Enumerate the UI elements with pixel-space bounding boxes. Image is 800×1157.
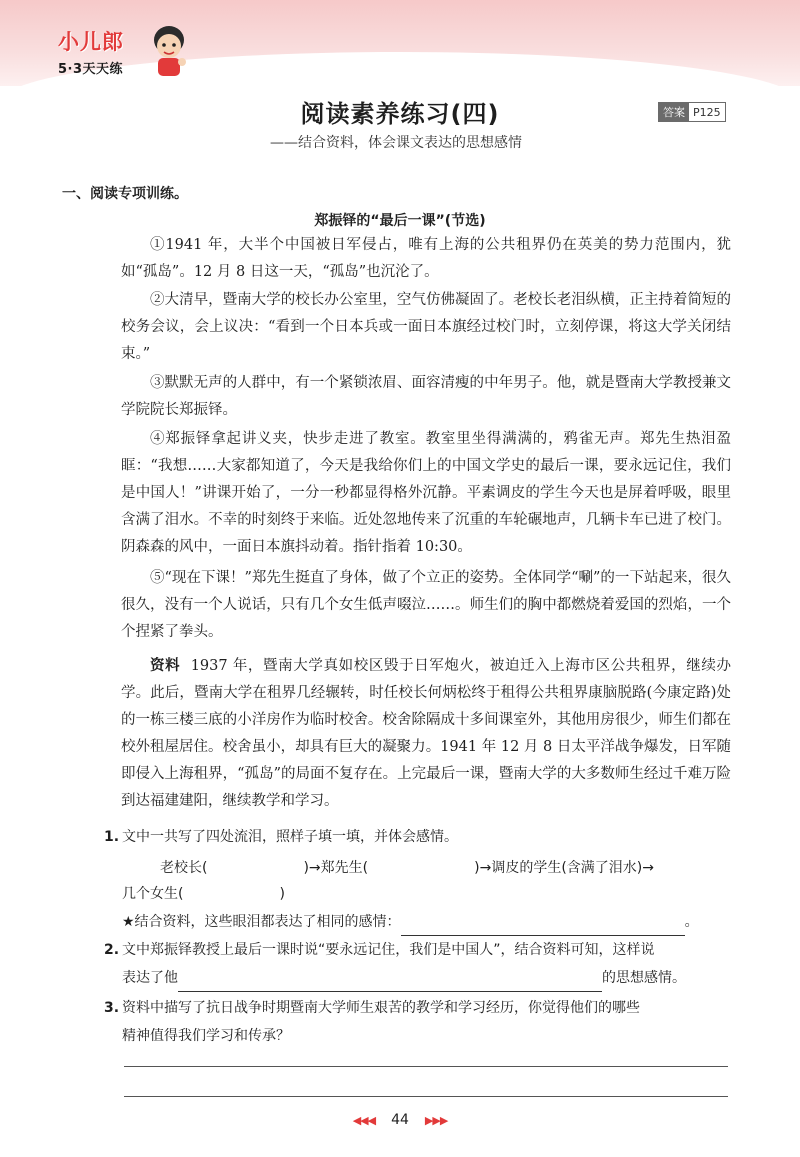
chain-old-principal: 老校长( (160, 860, 208, 876)
passage-paragraph-3: ③默默无声的人群中，有一个紧锁浓眉、面容清瘦的中年男子。他，就是暨南大学教授兼文学院院长郑振铎。 (121, 375, 731, 418)
chain-girls-end: ) (279, 886, 285, 902)
page-subtitle: ——结合资料，体会课文表达的思想感情 (270, 135, 522, 151)
answer-label: 答案 (659, 103, 689, 121)
answer-page: P125 (693, 105, 721, 119)
star-end: 。 (684, 914, 699, 930)
question-3-line (122, 1022, 722, 1050)
question-2-text: 文中郑振铎教授上最后一课时说“要永远记住，我们是中国人”，结合资料可知，这样说 (122, 942, 655, 958)
question-1-chain (160, 854, 740, 882)
question-2-answer-line[interactable] (178, 974, 602, 992)
question-3-number: 3. (104, 1000, 120, 1016)
brand-name: 小儿郎 (58, 30, 124, 54)
question-2-end: 的思想感情。 (602, 970, 686, 986)
passage-paragraph-4: ④郑振铎拿起讲义夹，快步走进了教室。教室里坐得满满的，鸦雀无声。郑先生热泪盈眶：“我想……大家都知道了，今天是我给你们上的中国文学史的最后一课，要永远记住，我们是中国人！”讲课开始了，一分一秒都显得格外沉静。平素调皮的学生今天也是屏着呼吸，眼里含满了泪水。不幸的时刻终于来临。近处忽地传来了沉重的车轮碾地声，几辆卡车已进了校门。阴森森的风中，一面日本旗抖动着。指针指着 10:30。 (121, 431, 731, 555)
question-3 (104, 994, 734, 1022)
question-1-chain-2 (122, 880, 722, 908)
answer-tag (658, 102, 726, 122)
question-2 (104, 936, 734, 964)
question-3-text2: 精神值得我们学习和传承？ (122, 1028, 290, 1044)
passage-paragraph-1: ①1941 年，大半个中国被日军侵占，唯有上海的公共租界仍在英美的势力范围内，犹如“孤岛”。12 月 8 日这一天，“孤岛”也沉沦了。 (121, 237, 731, 280)
question-1-star (122, 908, 742, 936)
page-title: 阅读素养练习(四) (300, 100, 500, 128)
question-1 (104, 823, 734, 851)
brand-sub: 5·3天天练 (58, 62, 124, 77)
brand-logo (58, 26, 124, 77)
question-2-line (122, 964, 742, 992)
star-text: ★结合资料，这些眼泪都表达了相同的感情： (122, 914, 401, 930)
left-arrows-icon: ◀◀◀ (352, 1114, 376, 1127)
passage-paragraph-5: ⑤“现在下课！”郑先生挺直了身体，做了个立正的姿势。全体同学“唰”的一下站起来，很久很久，没有一个人说话，只有几个女生低声啜泣……。师生们的胸中都燃烧着爱国的烈焰，一个个捏紧了拳头。 (121, 570, 731, 640)
chain-students: )→调皮的学生(含满了泪水)→ (474, 860, 654, 876)
page-number: 44 (391, 1112, 409, 1128)
question-3-answer-line-2[interactable] (124, 1096, 728, 1097)
question-1-text: 文中一共写了四处流泪，照样子填一填，并体会感情。 (122, 829, 458, 845)
material-text: 1937 年，暨南大学真如校区毁于日军炮火，被迫迁入上海市区公共租界，继续办学。此后，暨南大学在租界几经辗转，时任校长何炳松终于租得公共租界康脑脱路(今康定路)处的一栋三楼三底的小洋房作为临时校舍。校舍除隔成十多间课室外，其他用房很少，师生们都在校外租屋居住。校舍虽小，却具有巨大的凝聚力。1941 年 12 月 8 日太平洋战争爆发，日军随即侵入上海租界，“孤岛”的局面不复存在。上完最后一课，暨南大学的大多数师生经过千难万险到达福建建阳，继续教学和学习。 (121, 658, 731, 809)
question-2-number: 2. (104, 942, 120, 958)
star-answer-line[interactable] (401, 918, 685, 936)
passage-title: 郑振铎的“最后一课”(节选) (314, 213, 486, 229)
chain-girls: 几个女生( (122, 886, 184, 902)
material-label: 资料 (150, 658, 181, 674)
mascot-icon (146, 22, 192, 78)
section-heading: 一、阅读专项训练。 (62, 186, 188, 202)
page-footer (0, 1112, 800, 1128)
passage-paragraph-2: ②大清早，暨南大学的校长办公室里，空气仿佛凝固了。老校长老泪纵横，正主持着简短的校务会议，会上议决：“看到一个日本兵或一面日本旗经过校门时，立刻停课，将这大学关闭结束。” (121, 292, 731, 362)
material-paragraph (121, 653, 731, 815)
question-2-text2: 表达了他 (122, 970, 178, 986)
question-3-text: 资料中描写了抗日战争时期暨南大学师生艰苦的教学和学习经历，你觉得他们的哪些 (122, 1000, 640, 1016)
right-arrows-icon: ▶▶▶ (424, 1114, 448, 1127)
question-3-answer-line-1[interactable] (124, 1066, 728, 1067)
chain-mr-zheng: )→郑先生( (303, 860, 369, 876)
question-1-number: 1. (104, 829, 120, 845)
